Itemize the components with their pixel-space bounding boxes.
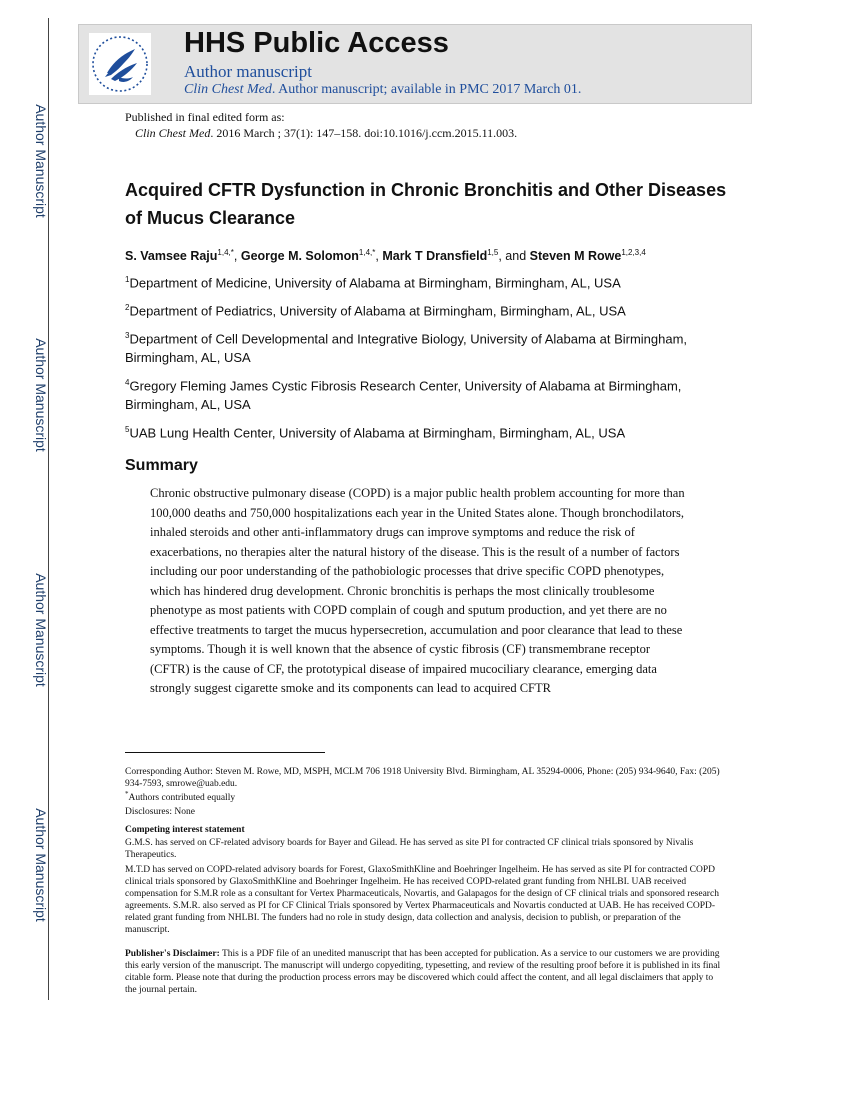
author-separator: , [375,249,383,264]
side-label-1: Author Manuscript [33,103,50,218]
author-name: George M. Solomon [240,249,359,264]
published-label: Published in final edited form as: [125,110,285,124]
author-separator: , and [498,249,530,264]
author-affil-marks: 1,5 [487,248,499,257]
banner-subtitle: Author manuscript [184,62,312,81]
affiliation: $^1$Department of Medicine, University of Alabama at Birmingham, Birmingham, AL, USA [125,275,621,291]
author-name: S. Vamsee Raju [125,249,218,264]
author-name: Steven M Rowe [529,249,622,264]
banner-journal: Clin Chest Med [184,82,272,97]
side-label-2: Author Manuscript [33,337,50,452]
banner-availability [184,82,581,98]
publisher-disclaimer-label: Publisher's Disclaimer: [125,949,220,959]
footnote-equal-contribution: *Authors contributed equally [125,790,236,804]
side-label-3: Author Manuscript [33,572,50,687]
affiliation: $^4$Gregory Fleming James Cystic Fibrosis Research Center, University of Alabama at Birmingham, Birmingham, AL, USA [125,378,682,413]
published-citation-text: . 2016 March ; 37(1): 147–158. doi:10.1016/j.ccm.2015.11.003. [210,126,518,140]
competing-interest-heading: Competing interest statement [125,825,245,835]
article-title: Acquired CFTR Dysfunction in Chronic Bronchitis and Other Diseases of Mucus Clearance [125,180,727,228]
footnote-corresponding-author: Corresponding Author: Steven M. Rowe, MD, MSPH, MCLM 706 1918 University Blvd. Birmingham, AL 35294-0006, Phone: (205) 934-9640, Fax: (205) 934-7593, smrowe@uab.edu. [125,767,720,789]
hhs-eagle-logo-icon [89,33,151,95]
hhs-banner [78,24,752,104]
banner-title: HHS Public Access [184,27,449,59]
author-affil-marks: 1,4,* [358,248,376,257]
affiliation: $^3$Department of Cell Developmental and Integrative Biology, University of Alabama at Birmingham, Birmingham, AL, USA [125,331,688,366]
side-label-4: Author Manuscript [33,807,50,922]
summary-heading: Summary [125,457,198,474]
published-journal: Clin Chest Med [135,126,211,140]
footnote-divider [125,752,325,753]
footnote-disclosures: Disclosures: None [125,807,195,817]
author-affil-marks: 1,2,3,4 [621,248,646,257]
publisher-disclaimer-text: This is a PDF file of an unedited manuscript that has been accepted for publication. As a service to our customers we are providing this early version of the manuscript. The manuscript will undergo copyediting, typesetting, and review of the resulting proof before it is published in its final citable form. Please note that during the production process errors may be discovered which could affect the content, and all legal disclaimers that apply to the journal pertain. [125,949,721,995]
banner-availability-text: . Author manuscript; available in PMC 2017 March 01. [271,82,582,97]
summary-text: Chronic obstructive pulmonary disease (COPD) is a major public health problem accounting for more than 100,000 deaths and 750,000 hospitalizations each year in the United States alone. Though bronchodilators, inhaled steroids and other anti-inflammatory drugs can improve symptoms and reduce the risk of exacerbations, no therapies alter the natural history of the disease. This is the result of a number of factors including our poor understanding of the pathobiologic processes that drive specific COPD phenotypes, which has hindered drug development. Chronic bronchitis is perhaps the most clinically troublesome phenotype as most patients with COPD complain of cough and sputum production, and yet there are no effective treatments to target the mucus hypersecretion, accumulation and poor clearance that lead to these symptoms. Though it is well known that the absence of cystic fibrosis (CF) transmembrane receptor (CFTR) is the cause of CF, the prototypical disease of impaired mucociliary clearance, emerging data strongly suggest cigarette smoke and its components can lead to acquired CFTR [150,486,685,695]
publisher-disclaimer [125,948,725,996]
competing-interest-mtd: M.T.D has served on COPD-related advisory boards for Forest, GlaxoSmithKline and Boehringer Ingelheim. He has served as site PI for contracted COPD clinical trials sponsored by GlaxoSmithKline and Boehringer Ingelheim. He has received COPD-related grant funding from NHLBI. UAB received compensation for S.M.R role as a consultant for Vertex Pharmaceuticals, Novartis, and Galapagos for the design of CF clinical trials and sponsored research agreements. S.M.R. also served as PI for CF Clinical Trials sponsored by Vertex Pharmaceuticals and Novartis conducted at UAB. He has received COPD-related grant funding from NHLBI. The funders had no role in study design, data collection and analysis, decision to publish, or preparation of the manuscript. [125,865,719,935]
author-affil-marks: 1,4,* [217,248,234,257]
author-name: Mark T Dransfield [382,249,488,264]
competing-interest-gms: G.M.S. has served on CF-related advisory boards for Bayer and Gilead. He has served as site PI for contracted CF clinical trials sponsored by Nivalis Therapeutics. [125,838,694,860]
affiliation: $^5$UAB Lung Health Center, University of Alabama at Birmingham, Birmingham, AL, USA [125,425,626,441]
author-list [125,248,745,263]
affiliation: $^2$Department of Pediatrics, University of Alabama at Birmingham, Birmingham, AL, USA [125,303,626,319]
author-separator: , [233,249,241,264]
published-citation [135,126,517,141]
